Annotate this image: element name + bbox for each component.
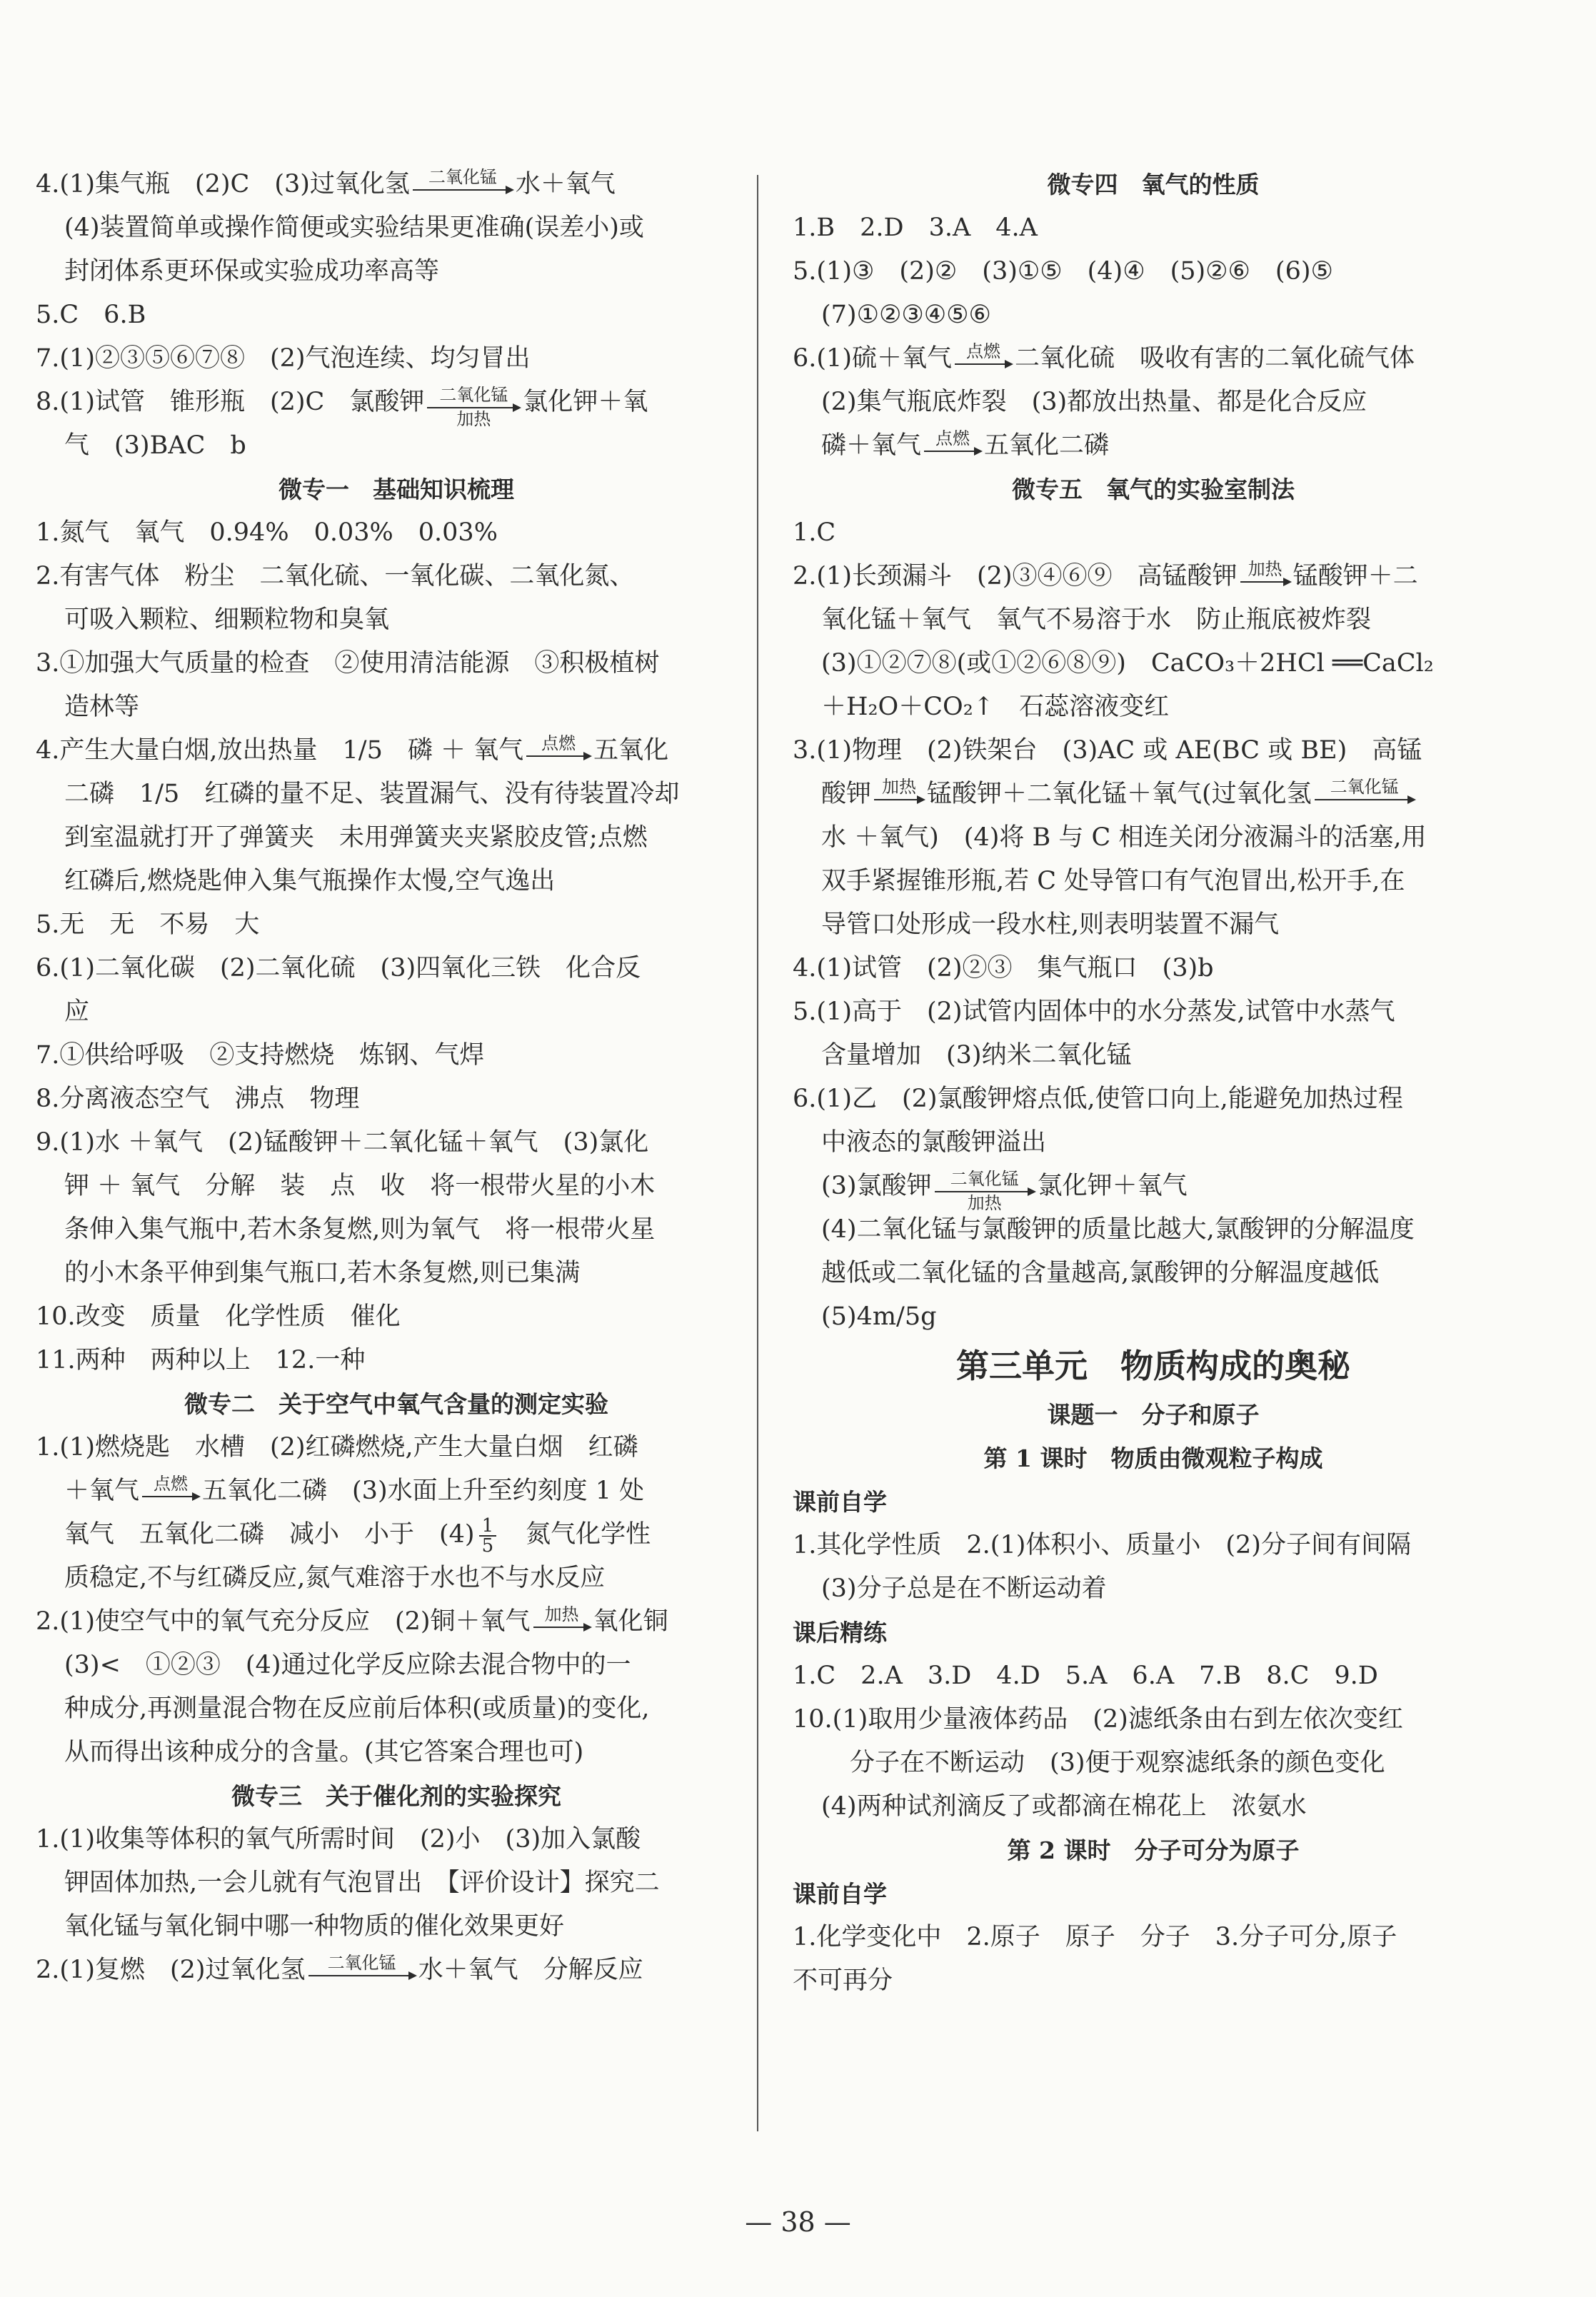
answer-line: 1.其化学性质 2.(1)体积小、质量小 (2)分子间有间隔 bbox=[793, 1531, 1411, 1559]
answer-line: 酸钾 加热 锰酸钾＋二氧化锰＋氧气(过氧化氢 二氧化锰 bbox=[793, 773, 1514, 816]
answer-line: (3)氯酸钾 二氧化锰 加热 氯化钾＋氧气 bbox=[821, 1168, 1188, 1213]
answer-line: 10.(1)取用少量液体药品 (2)滤纸条由右到左依次变红 bbox=[793, 1705, 1403, 1734]
answer-line: 4.产生大量白烟,放出热量 1/5 磷 ＋ 氧气 点燃 五氧化 bbox=[36, 733, 669, 765]
reaction-arrow: 点燃 bbox=[924, 451, 981, 452]
answer-line: 磷＋氧气 点燃 五氧化二磷 bbox=[821, 428, 1110, 460]
answer-line: 3.(1)物理 (2)铁架台 (3)AC 或 AE(BC 或 BE) 高锰 bbox=[793, 736, 1422, 765]
answer-line: 导管口处形成一段水柱,则表明装置不漏气 bbox=[821, 910, 1280, 939]
answer-line: 应 bbox=[64, 997, 90, 1026]
answer-line: 5.C 6.B bbox=[36, 301, 146, 329]
answer-line: 中液态的氯酸钾溢出 bbox=[821, 1128, 1047, 1157]
answer-line: 7.①供给呼吸 ②支持燃烧 炼钢、气焊 bbox=[36, 1041, 485, 1070]
answer-line: 4.(1)试管 (2)②③ 集气瓶口 (3)b bbox=[793, 954, 1214, 982]
answer-line: 5.(1)③ (2)② (3)①⑤ (4)④ (5)②⑥ (6)⑤ bbox=[793, 257, 1333, 286]
reaction-arrow: 二氧化锰 加热 bbox=[935, 1191, 1035, 1192]
answer-line: 封闭体系更环保或实验成功率高等 bbox=[64, 257, 440, 286]
answer-line: 氧化锰＋氧气 氧气不易溶于水 防止瓶底被炸裂 bbox=[821, 605, 1372, 634]
answer-line: 1.(1)收集等体积的氧气所需时间 (2)小 (3)加入氯酸 bbox=[36, 1825, 641, 1854]
answer-line: 7.(1)②③⑤⑥⑦⑧ (2)气泡连续、均匀冒出 bbox=[36, 344, 531, 373]
answer-line: 可吸入颗粒、细颗粒物和臭氧 bbox=[64, 605, 390, 634]
section-heading: 微专四 氧气的性质 bbox=[1047, 171, 1260, 198]
answer-line: 造林等 bbox=[64, 693, 140, 721]
answer-line: 9.(1)水 ＋氧气 (2)锰酸钾＋二氧化锰＋氧气 (3)氯化 bbox=[36, 1128, 649, 1157]
reaction-arrow: 点燃 bbox=[955, 363, 1012, 365]
answer-line: 10.改变 质量 化学性质 催化 bbox=[36, 1302, 401, 1331]
answer-line: (4)二氧化锰与氯酸钾的质量比越大,氯酸钾的分解温度 bbox=[821, 1215, 1415, 1244]
answer-line: 水 ＋氧气) (4)将 B 与 C 相连关闭分液漏斗的活塞,用 bbox=[821, 823, 1427, 852]
answer-line: 6.(1)乙 (2)氯酸钾熔点低,使管口向上,能避免加热过程 bbox=[793, 1085, 1403, 1113]
answer-line: 2.(1)复燃 (2)过氧化氢 二氧化锰 水＋氧气 分解反应 bbox=[36, 1952, 643, 1984]
answer-line: 2.(1)长颈漏斗 (2)③④⑥⑨ 高锰酸钾 加热 锰酸钾＋二 bbox=[793, 558, 1418, 590]
answer-line: 1.B 2.D 3.A 4.A bbox=[793, 213, 1038, 242]
class-heading: 第 2 课时 分子可分为原子 bbox=[1007, 1836, 1300, 1864]
answer-line: (5)4m/5g bbox=[821, 1302, 937, 1331]
reaction-arrow: 二氧化锰 加热 bbox=[427, 407, 520, 408]
answer-line: 的小木条平伸到集气瓶口,若木条复燃,则已集满 bbox=[64, 1259, 581, 1287]
answer-line: (2)集气瓶底炸裂 (3)都放出热量、都是化合反应 bbox=[821, 388, 1367, 416]
answer-line: 2.有害气体 粉尘 二氧化硫、一氧化碳、二氧化氮、 bbox=[36, 562, 635, 590]
reaction-arrow: 点燃 bbox=[142, 1496, 199, 1497]
answer-line: 含量增加 (3)纳米二氧化锰 bbox=[821, 1041, 1132, 1070]
answer-line: 6.(1)二氧化碳 (2)二氧化硫 (3)四氧化三铁 化合反 bbox=[36, 954, 641, 982]
answer-line: 1.C 2.A 3.D 4.D 5.A 6.A 7.B 8.C 9.D bbox=[793, 1662, 1378, 1690]
answer-line: 质稳定,不与红磷反应,氮气难溶于水也不与水反应 bbox=[64, 1564, 606, 1592]
section-heading: 微专三 关于催化剂的实验探究 bbox=[231, 1782, 561, 1810]
subsection-label: 课前自学 bbox=[793, 1488, 887, 1516]
left-column bbox=[36, 163, 757, 1992]
answer-line: (3)< ①②③ (4)通过化学反应除去混合物中的一 bbox=[64, 1651, 631, 1679]
answer-line: 11.两种 两种以上 12.一种 bbox=[36, 1346, 366, 1374]
reaction-arrow: 加热 bbox=[533, 1627, 591, 1628]
answer-line: 钾 ＋ 氧气 分解 装 点 收 将一根带火星的小木 bbox=[64, 1172, 656, 1200]
answer-line: 4.(1)集气瓶 (2)C (3)过氧化氢 二氧化锰 水＋氧气 bbox=[36, 166, 616, 198]
answer-line: 5.(1)高于 (2)试管内固体中的水分蒸发,试管中水蒸气 bbox=[793, 997, 1395, 1026]
reaction-arrow: 二氧化锰 bbox=[308, 1975, 416, 1976]
reaction-arrow: 二氧化锰 bbox=[413, 189, 513, 191]
reaction-arrow: 加热 bbox=[874, 799, 924, 800]
class-heading: 第 1 课时 物质由微观粒子构成 bbox=[983, 1444, 1323, 1472]
answer-line: 6.(1)硫＋氧气 点燃 二氧化硫 吸收有害的二氧化硫气体 bbox=[793, 341, 1415, 373]
section-heading: 微专二 关于空气中氧气含量的测定实验 bbox=[184, 1390, 608, 1418]
section-heading: 微专一 基础知识梳理 bbox=[278, 476, 514, 503]
answer-line: 条伸入集气瓶中,若木条复燃,则为氧气 将一根带火星 bbox=[64, 1215, 656, 1244]
answer-line: 钾固体加热,一会儿就有气泡冒出 【评价设计】探究二 bbox=[64, 1869, 660, 1897]
page-number: — 38 — bbox=[745, 2206, 851, 2238]
answer-line: 气 (3)BAC b bbox=[64, 431, 246, 460]
subsection-label: 课前自学 bbox=[793, 1880, 887, 1908]
answer-line: 种成分,再测量混合物在反应前后体积(或质量)的变化, bbox=[64, 1694, 650, 1723]
answer-line: (3)分子总是在不断运动着 bbox=[821, 1574, 1107, 1603]
unit-title: 第三单元 物质构成的奥秘 bbox=[956, 1347, 1350, 1385]
answer-line: 2.(1)使空气中的氧气充分反应 (2)铜＋氧气 加热 氧化铜 bbox=[36, 1604, 668, 1636]
column-divider bbox=[757, 175, 758, 2131]
fraction: $\frac{1}{5}$ bbox=[479, 1517, 497, 1555]
answer-line: 二磷 1/5 红磷的量不足、装置漏气、没有待装置冷却 bbox=[64, 780, 680, 808]
answer-line: 越低或二氧化锰的含量越高,氯酸钾的分解温度越低 bbox=[821, 1259, 1380, 1287]
answer-line: (4)两种试剂滴反了或都滴在棉花上 浓氨水 bbox=[821, 1792, 1307, 1821]
answer-line: 8.分离液态空气 沸点 物理 bbox=[36, 1085, 360, 1113]
answer-line: 5.无 无 不易 大 bbox=[36, 910, 260, 939]
lesson-heading: 课题一 分子和原子 bbox=[1047, 1401, 1260, 1429]
right-column bbox=[793, 163, 1514, 2003]
answer-line: (4)装置简单或操作简便或实验结果更准确(误差小)或 bbox=[64, 213, 644, 242]
answer-line: 8.(1)试管 锥形瓶 (2)C 氯酸钾 二氧化锰 加热 氯化钾＋氧 bbox=[36, 384, 648, 429]
answer-line: 氧气 五氧化二磷 减小 小于 (4) $\frac{1}{5}$ 氮气化学性 bbox=[64, 1514, 651, 1557]
answer-line: (7)①②③④⑤⑥ bbox=[821, 301, 991, 329]
answer-line: 3.①加强大气质量的检查 ②使用清洁能源 ③积极植树 bbox=[36, 649, 660, 678]
reaction-arrow: 二氧化锰 bbox=[1315, 799, 1415, 800]
answer-line: 到室温就打开了弹簧夹 未用弹簧夹夹紧胶皮管;点燃 bbox=[64, 823, 648, 852]
answer-line: 双手紧握锥形瓶,若 C 处导管口有气泡冒出,松开手,在 bbox=[821, 867, 1405, 895]
reaction-arrow: 点燃 bbox=[526, 755, 591, 757]
answer-line: (3)①②⑦⑧(或①②⑥⑧⑨) CaCO₃＋2HCl ══CaCl₂ bbox=[821, 649, 1434, 678]
answer-line: 不可再分 bbox=[793, 1966, 893, 1995]
answer-line: 分子在不断运动 (3)便于观察滤纸条的颜色变化 bbox=[850, 1749, 1385, 1777]
answer-line: 氧化锰与氧化铜中哪一种物质的催化效果更好 bbox=[64, 1912, 565, 1941]
answer-line: 1.(1)燃烧匙 水槽 (2)红磷燃烧,产生大量白烟 红磷 bbox=[36, 1433, 638, 1462]
answer-line: ＋H₂O＋CO₂↑ 石蕊溶液变红 bbox=[821, 693, 1170, 721]
answer-line: 从而得出该种成分的含量。(其它答案合理也可) bbox=[64, 1738, 584, 1766]
reaction-arrow: 加热 bbox=[1240, 581, 1290, 583]
subsection-label: 课后精练 bbox=[793, 1619, 887, 1647]
answer-line: 1.氮气 氧气 0.94% 0.03% 0.03% bbox=[36, 518, 498, 547]
answer-line: 红磷后,燃烧匙伸入集气瓶操作太慢,空气逸出 bbox=[64, 867, 556, 895]
answer-line: 1.C bbox=[793, 518, 836, 547]
answer-line: ＋氧气 点燃 五氧化二磷 (3)水面上升至约刻度 1 处 bbox=[64, 1473, 645, 1505]
answer-line: 1.化学变化中 2.原子 原子 分子 3.分子可分,原子 bbox=[793, 1923, 1397, 1951]
section-heading: 微专五 氧气的实验室制法 bbox=[1012, 476, 1295, 503]
